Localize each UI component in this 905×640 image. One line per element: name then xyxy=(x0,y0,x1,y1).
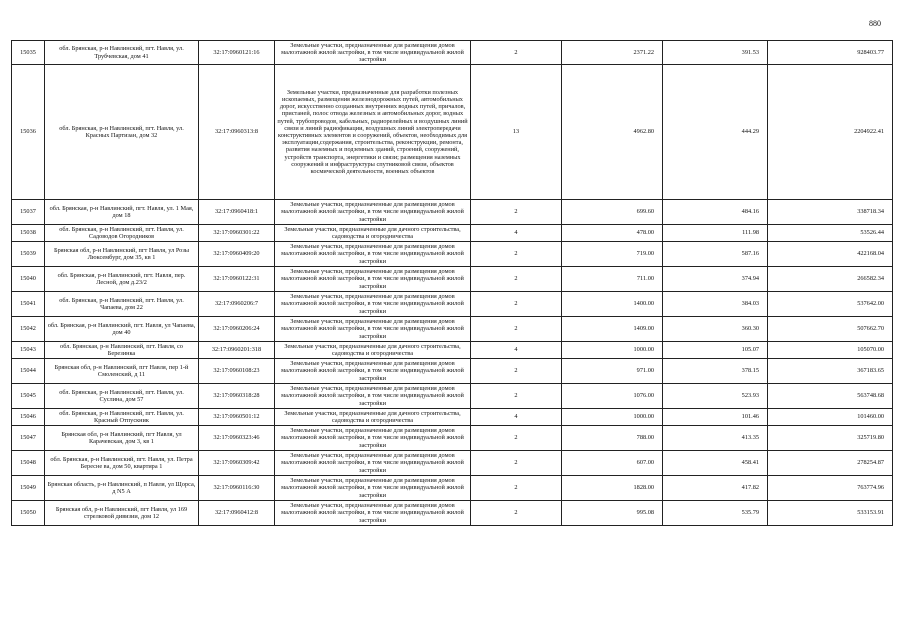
record-id-cell: 15038 xyxy=(12,225,45,242)
area-cell: 478.00 xyxy=(562,225,663,242)
land-use-cell: Земельные участки, предназначенные для разработки полезных ископаемых, размещения железнодорожных путей, автомобильных дорог, искусственно созданных внутренних водных путей, причалов, пристаней, полос отвода железных и автомобильных дорог, водных путей, трубопроводов, кабельных, радиорелейных и воздушных линий связи и линий радиофикации, воздушных линий электропередачи конструктивных элементов и сооружений, объектов, необходимых для эксплуатации,содержания, строительства, реконструкции, ремонта, развития наземных и подземных зданий, строений, сооружений, устройств транспорта, энергетики и связи; размещения наземных сооружений и инфраструктуры спутниковой связи, объектов космической деятельности, военных объектов xyxy=(275,65,471,200)
use-group-cell: 2 xyxy=(471,242,562,267)
record-id-cell: 15039 xyxy=(12,242,45,267)
table-row xyxy=(12,409,893,426)
specific-value-cell: 391.53 xyxy=(663,41,768,65)
cadastral-number-cell: 32:17:0960206:24 xyxy=(199,317,275,342)
land-use-cell: Земельные участки, предназначенные для дачного строительства, садоводства и огородничества xyxy=(275,342,471,359)
land-use-cell: Земельные участки, предназначенные для размещения домов малоэтажной жилой застройки, в том числе индивидуальной жилой застройки xyxy=(275,242,471,267)
record-id-cell: 15035 xyxy=(12,41,45,65)
record-id-cell: 15047 xyxy=(12,426,45,451)
land-registry-table xyxy=(11,40,893,526)
use-group-cell: 4 xyxy=(471,409,562,426)
specific-value-cell: 484.16 xyxy=(663,200,768,225)
record-id-cell: 15040 xyxy=(12,267,45,292)
cadastral-value-cell: 507662.70 xyxy=(768,317,893,342)
land-use-cell: Земельные участки, предназначенные для дачного строительства, садоводства и огородничества xyxy=(275,409,471,426)
specific-value-cell: 360.30 xyxy=(663,317,768,342)
land-use-cell: Земельные участки, предназначенные для размещения домов малоэтажной жилой застройки, в том числе индивидуальной жилой застройки xyxy=(275,292,471,317)
area-cell: 788.00 xyxy=(562,426,663,451)
use-group-cell: 2 xyxy=(471,200,562,225)
specific-value-cell: 105.07 xyxy=(663,342,768,359)
table-row xyxy=(12,451,893,476)
address-cell: Брянская обл, р-н Навлинский, пгт Навля, ул Карачевская, дом 3, кв 1 xyxy=(45,426,199,451)
area-cell: 1076.00 xyxy=(562,384,663,409)
record-id-cell: 15045 xyxy=(12,384,45,409)
cadastral-number-cell: 32:17:0960501:12 xyxy=(199,409,275,426)
cadastral-value-cell: 53526.44 xyxy=(768,225,893,242)
land-use-cell: Земельные участки, предназначенные для размещения домов малоэтажной жилой застройки, в том числе индивидуальной жилой застройки xyxy=(275,359,471,384)
record-id-cell: 15037 xyxy=(12,200,45,225)
cadastral-number-cell: 32:17:0960323:46 xyxy=(199,426,275,451)
land-use-cell: Земельные участки, предназначенные для размещения домов малоэтажной жилой застройки, в том числе индивидуальной жилой застройки xyxy=(275,317,471,342)
area-cell: 971.00 xyxy=(562,359,663,384)
cadastral-number-cell: 32:17:0960318:28 xyxy=(199,384,275,409)
address-cell: обл. Брянская, р-н Навлинский, пгт. Навля, ул. 1 Мая, дом 18 xyxy=(45,200,199,225)
address-cell: Брянская область, р-н Навлинский, п Навля, ул Щорса, д N5 А xyxy=(45,476,199,501)
cadastral-value-cell: 105070.00 xyxy=(768,342,893,359)
address-cell: Брянская обл, р-н Навлинский, пгт Навля, ул 169 стрелковой дивизии, дом 12 xyxy=(45,501,199,526)
specific-value-cell: 523.93 xyxy=(663,384,768,409)
area-cell: 719.00 xyxy=(562,242,663,267)
address-cell: обл. Брянская, р-н Навлинский, пгт. Навля, ул. Петра Бересне ва, дом 50, квартира 1 xyxy=(45,451,199,476)
cadastral-value-cell: 338718.34 xyxy=(768,200,893,225)
area-cell: 711.00 xyxy=(562,267,663,292)
table-row xyxy=(12,384,893,409)
address-cell: обл. Брянская, р-н Навлинский, пгт. Навля, ул Чапаева, дом 40 xyxy=(45,317,199,342)
table-row xyxy=(12,476,893,501)
record-id-cell: 15050 xyxy=(12,501,45,526)
cadastral-number-cell: 32:17:0960201:318 xyxy=(199,342,275,359)
use-group-cell: 2 xyxy=(471,267,562,292)
cadastral-number-cell: 32:17:0960301:22 xyxy=(199,225,275,242)
table-row xyxy=(12,501,893,526)
land-use-cell: Земельные участки, предназначенные для размещения домов малоэтажной жилой застройки, в том числе индивидуальной жилой застройки xyxy=(275,426,471,451)
address-cell: обл. Брянская, р-н Навлинский, пгт. Навля, ул. Красный Отпускник xyxy=(45,409,199,426)
record-id-cell: 15043 xyxy=(12,342,45,359)
table-row xyxy=(12,359,893,384)
use-group-cell: 4 xyxy=(471,225,562,242)
cadastral-number-cell: 32:17:0960108:23 xyxy=(199,359,275,384)
area-cell: 2371.22 xyxy=(562,41,663,65)
cadastral-value-cell: 278254.87 xyxy=(768,451,893,476)
specific-value-cell: 384.03 xyxy=(663,292,768,317)
cadastral-number-cell: 32:17:0960116:30 xyxy=(199,476,275,501)
cadastral-value-cell: 101460.00 xyxy=(768,409,893,426)
cadastral-value-cell: 2204922.41 xyxy=(768,65,893,200)
area-cell: 4962.80 xyxy=(562,65,663,200)
specific-value-cell: 111.98 xyxy=(663,225,768,242)
cadastral-value-cell: 325719.80 xyxy=(768,426,893,451)
cadastral-value-cell: 367183.65 xyxy=(768,359,893,384)
cadastral-value-cell: 763774.96 xyxy=(768,476,893,501)
record-id-cell: 15036 xyxy=(12,65,45,200)
record-id-cell: 15042 xyxy=(12,317,45,342)
land-use-cell: Земельные участки, предназначенные для размещения домов малоэтажной жилой застройки, в том числе индивидуальной жилой застройки xyxy=(275,267,471,292)
specific-value-cell: 458.41 xyxy=(663,451,768,476)
specific-value-cell: 101.46 xyxy=(663,409,768,426)
address-cell: обл. Брянская, р-н Навлинский, пгт. Навля, ул. Красных Партизан, дом 32 xyxy=(45,65,199,200)
use-group-cell: 2 xyxy=(471,317,562,342)
address-cell: Брянская обл, р-н Навлинский, пгт Навля, пер 1-й Смоленский, д 11 xyxy=(45,359,199,384)
cadastral-number-cell: 32:17:0960121:16 xyxy=(199,41,275,65)
record-id-cell: 15041 xyxy=(12,292,45,317)
cadastral-number-cell: 32:17:0960409:20 xyxy=(199,242,275,267)
cadastral-value-cell: 533153.91 xyxy=(768,501,893,526)
record-id-cell: 15044 xyxy=(12,359,45,384)
specific-value-cell: 444.29 xyxy=(663,65,768,200)
area-cell: 1828.00 xyxy=(562,476,663,501)
area-cell: 1400.00 xyxy=(562,292,663,317)
specific-value-cell: 587.16 xyxy=(663,242,768,267)
use-group-cell: 2 xyxy=(471,476,562,501)
table-row xyxy=(12,41,893,65)
land-use-cell: Земельные участки, предназначенные для размещения домов малоэтажной жилой застройки, в том числе индивидуальной жилой застройки xyxy=(275,451,471,476)
specific-value-cell: 535.79 xyxy=(663,501,768,526)
area-cell: 607.00 xyxy=(562,451,663,476)
use-group-cell: 13 xyxy=(471,65,562,200)
address-cell: Брянская обл, р-н Навлинский, пгт Навля, ул Розы Люксембург, дом 35, кв 1 xyxy=(45,242,199,267)
area-cell: 995.08 xyxy=(562,501,663,526)
table-row xyxy=(12,267,893,292)
page-number: 880 xyxy=(869,19,881,28)
specific-value-cell: 374.94 xyxy=(663,267,768,292)
area-cell: 1000.00 xyxy=(562,409,663,426)
cadastral-number-cell: 32:17:0960206:7 xyxy=(199,292,275,317)
land-use-cell: Земельные участки, предназначенные для размещения домов малоэтажной жилой застройки, в том числе индивидуальной жилой застройки xyxy=(275,41,471,65)
use-group-cell: 2 xyxy=(471,359,562,384)
address-cell: обл. Брянская, р-н Навлинский, пгт. Навля, ул. Садоводов Огородников xyxy=(45,225,199,242)
table-row xyxy=(12,426,893,451)
table-row xyxy=(12,317,893,342)
use-group-cell: 2 xyxy=(471,426,562,451)
specific-value-cell: 378.15 xyxy=(663,359,768,384)
cadastral-value-cell: 928403.77 xyxy=(768,41,893,65)
table-row xyxy=(12,292,893,317)
cadastral-value-cell: 563748.68 xyxy=(768,384,893,409)
use-group-cell: 2 xyxy=(471,292,562,317)
use-group-cell: 2 xyxy=(471,501,562,526)
area-cell: 1409.00 xyxy=(562,317,663,342)
use-group-cell: 4 xyxy=(471,342,562,359)
land-use-cell: Земельные участки, предназначенные для дачного строительства, садоводства и огородничества xyxy=(275,225,471,242)
address-cell: обл. Брянская, р-н Навлинский, пгт. Навля, сo Березинка xyxy=(45,342,199,359)
use-group-cell: 2 xyxy=(471,41,562,65)
cadastral-value-cell: 537642.00 xyxy=(768,292,893,317)
land-use-cell: Земельные участки, предназначенные для размещения домов малоэтажной жилой застройки, в том числе индивидуальной жилой застройки xyxy=(275,200,471,225)
land-use-cell: Земельные участки, предназначенные для размещения домов малоэтажной жилой застройки, в том числе индивидуальной жилой застройки xyxy=(275,501,471,526)
record-id-cell: 15048 xyxy=(12,451,45,476)
cadastral-value-cell: 266582.34 xyxy=(768,267,893,292)
land-use-cell: Земельные участки, предназначенные для размещения домов малоэтажной жилой застройки, в том числе индивидуальной жилой застройки xyxy=(275,384,471,409)
record-id-cell: 15046 xyxy=(12,409,45,426)
address-cell: обл. Брянская, р-н Навлинский, пгт. Навля, пер. Лесной, дом д.23/2 xyxy=(45,267,199,292)
table-row xyxy=(12,65,893,200)
cadastral-number-cell: 32:17:0960313:8 xyxy=(199,65,275,200)
area-cell: 1000.00 xyxy=(562,342,663,359)
cadastral-number-cell: 32:17:0960412:8 xyxy=(199,501,275,526)
table-row xyxy=(12,342,893,359)
cadastral-number-cell: 32:17:0960418:1 xyxy=(199,200,275,225)
table-row xyxy=(12,225,893,242)
area-cell: 699.60 xyxy=(562,200,663,225)
use-group-cell: 2 xyxy=(471,384,562,409)
cadastral-number-cell: 32:17:0960309:42 xyxy=(199,451,275,476)
table-body xyxy=(12,41,893,526)
address-cell: обл. Брянская, р-н Навлинский, пгт. Навля, ул. Чапаева, дом 22 xyxy=(45,292,199,317)
table-row xyxy=(12,200,893,225)
land-use-cell: Земельные участки, предназначенные для размещения домов малоэтажной жилой застройки, в том числе индивидуальной жилой застройки xyxy=(275,476,471,501)
address-cell: обл. Брянская, р-н Навлинский, пгт. Навля, ул. Суслина, дом 57 xyxy=(45,384,199,409)
specific-value-cell: 417.82 xyxy=(663,476,768,501)
specific-value-cell: 413.35 xyxy=(663,426,768,451)
address-cell: обл. Брянская, р-н Навлинский, пгт. Навля, ул. Трубчевская, дом 41 xyxy=(45,41,199,65)
cadastral-number-cell: 32:17:0960122:31 xyxy=(199,267,275,292)
record-id-cell: 15049 xyxy=(12,476,45,501)
cadastral-value-cell: 422168.04 xyxy=(768,242,893,267)
table-row xyxy=(12,242,893,267)
use-group-cell: 2 xyxy=(471,451,562,476)
